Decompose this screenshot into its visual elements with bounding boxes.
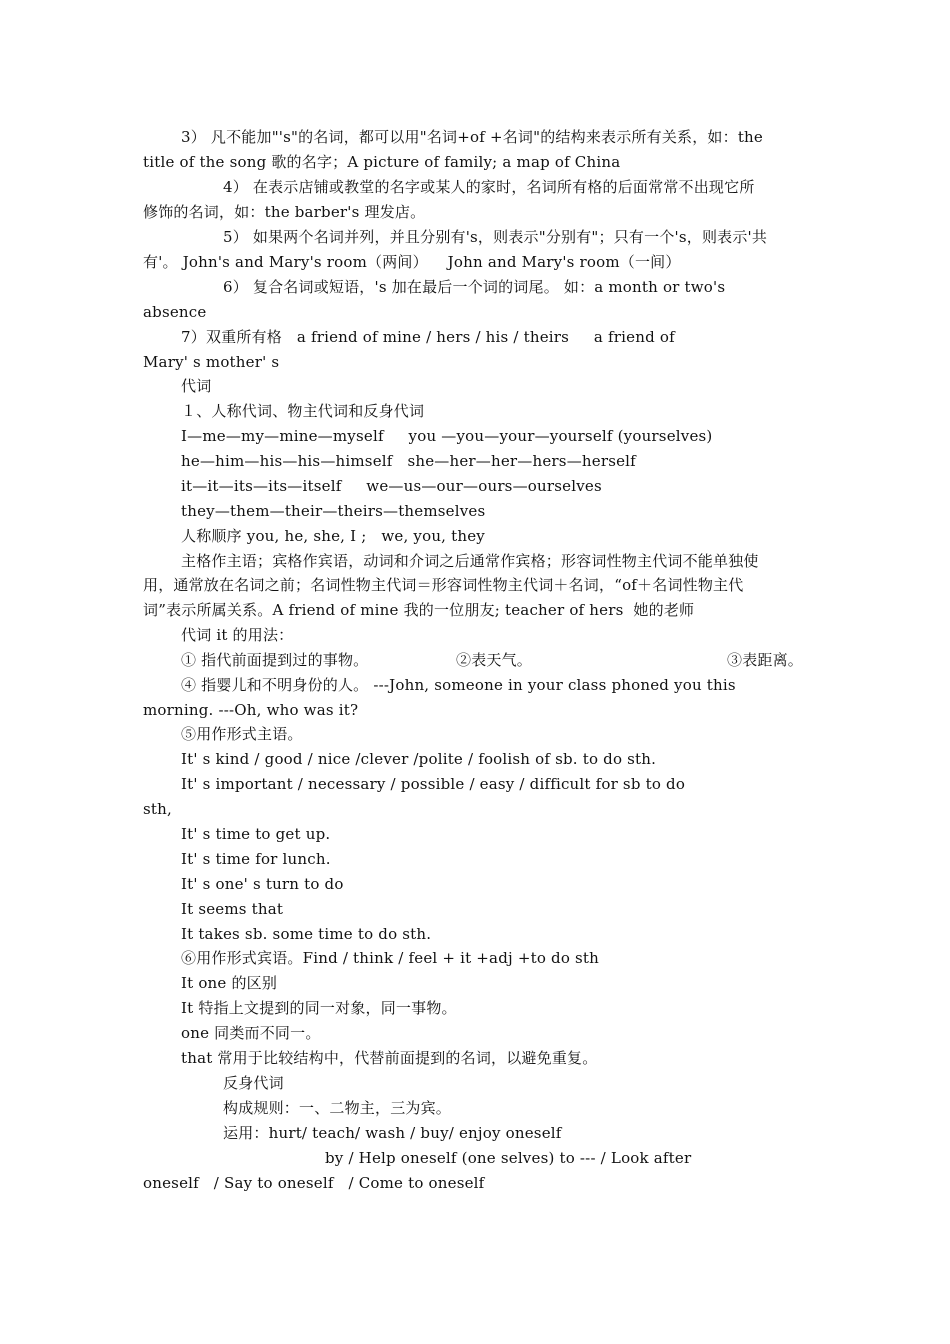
- text-line: 运用：hurt/ teach/ wash / buy/ enjoy oneself: [223, 1124, 562, 1142]
- text-line: ③表距离。: [727, 651, 804, 669]
- section-heading: 代词: [181, 377, 212, 395]
- text-line: they—them—their—theirs—themselves: [181, 502, 486, 520]
- text-line: absence: [143, 303, 207, 321]
- text-line: one 同类而不同一。: [181, 1024, 321, 1042]
- text-line: It 特指上文提到的同一对象，同一事物。: [181, 999, 457, 1017]
- text-line: sth,: [143, 800, 172, 818]
- text-line: It' s one' s turn to do: [181, 875, 344, 893]
- text-line: Mary' s mother' s: [143, 353, 280, 371]
- text-line: It' s kind / good / nice /clever /polite / foolish of sb. to do sth.: [181, 750, 657, 768]
- text-line: ④ 指婴儿和不明身份的人。 ---John, someone in your class phoned you this: [181, 676, 736, 694]
- text-line: 6） 复合名词或短语，'s 加在最后一个词的词尾。 如：a month or two's: [223, 278, 726, 296]
- text-line: I—me—my—mine—myself you —you—your—yourself (yourselves): [181, 427, 713, 445]
- text-line: 构成规则：一、二物主，三为宾。: [223, 1099, 452, 1117]
- text-line: title of the song 歌的名字；A picture of family; a map of China: [143, 153, 621, 171]
- text-line: 人称顺序 you, he, she, I ; we, you, they: [181, 527, 485, 545]
- text-line: 修饰的名词，如：the barber's 理发店。: [143, 203, 426, 221]
- text-line: It' s time to get up.: [181, 825, 331, 843]
- text-line: It seems that: [181, 900, 284, 918]
- text-line: 5） 如果两个名词并列，并且分别有's，则表示"分别有"；只有一个's，则表示'共: [223, 228, 768, 246]
- text-line: It one 的区别: [181, 974, 278, 992]
- text-line: ① 指代前面提到过的事物。: [181, 651, 369, 669]
- text-line: that 常用于比较结构中，代替前面提到的名词，以避免重复。: [181, 1049, 598, 1067]
- text-line: 7）双重所有格 a friend of mine / hers / his / theirs a friend of: [181, 328, 675, 346]
- text-line: by / Help oneself (one selves) to --- / Look after: [325, 1149, 692, 1167]
- text-line: 4） 在表示店铺或教堂的名字或某人的家时，名词所有格的后面常常不出现它所: [223, 178, 755, 196]
- text-line: it—it—its—its—itself we—us—our—ours—ourselves: [181, 477, 602, 495]
- text-line: It' s time for lunch.: [181, 850, 331, 868]
- text-line: It' s important / necessary / possible / easy / difficult for sb to do: [181, 775, 686, 793]
- text-line: he—him—his—his—himself she—her—her—hers—herself: [181, 452, 636, 470]
- text-line: morning. ---Oh, who was it?: [143, 701, 359, 719]
- text-line: 用，通常放在名词之前；名词性物主代词＝形容词性物主代词＋名词，“of＋名词性物主代: [143, 576, 744, 594]
- text-line: 代词 it 的用法：: [181, 626, 294, 644]
- text-line: 主格作主语；宾格作宾语，动词和介词之后通常作宾格；形容词性物主代词不能单独使: [181, 552, 759, 570]
- subsection-heading: １、人称代词、物主代词和反身代词: [181, 402, 425, 420]
- text-line: oneself / Say to oneself / Come to oneself: [143, 1174, 485, 1192]
- text-line: ②表天气。: [456, 651, 533, 669]
- text-line: 3） 凡不能加"'s"的名词，都可以用"名词+of +名词"的结构来表示所有关系，如：the: [181, 128, 763, 146]
- section-heading: 反身代词: [223, 1074, 284, 1092]
- text-line: ⑤用作形式主语。: [181, 725, 303, 743]
- text-line: 有'。 John's and Mary's room（两间） John and Mary's room（一间）: [143, 253, 681, 271]
- text-line: ⑥用作形式宾语。Find / think / feel + it +adj +to do sth: [181, 949, 599, 967]
- text-line: 词”表示所属关系。A friend of mine 我的一位朋友; teacher of hers 她的老师: [143, 601, 695, 619]
- text-line: It takes sb. some time to do sth.: [181, 925, 432, 943]
